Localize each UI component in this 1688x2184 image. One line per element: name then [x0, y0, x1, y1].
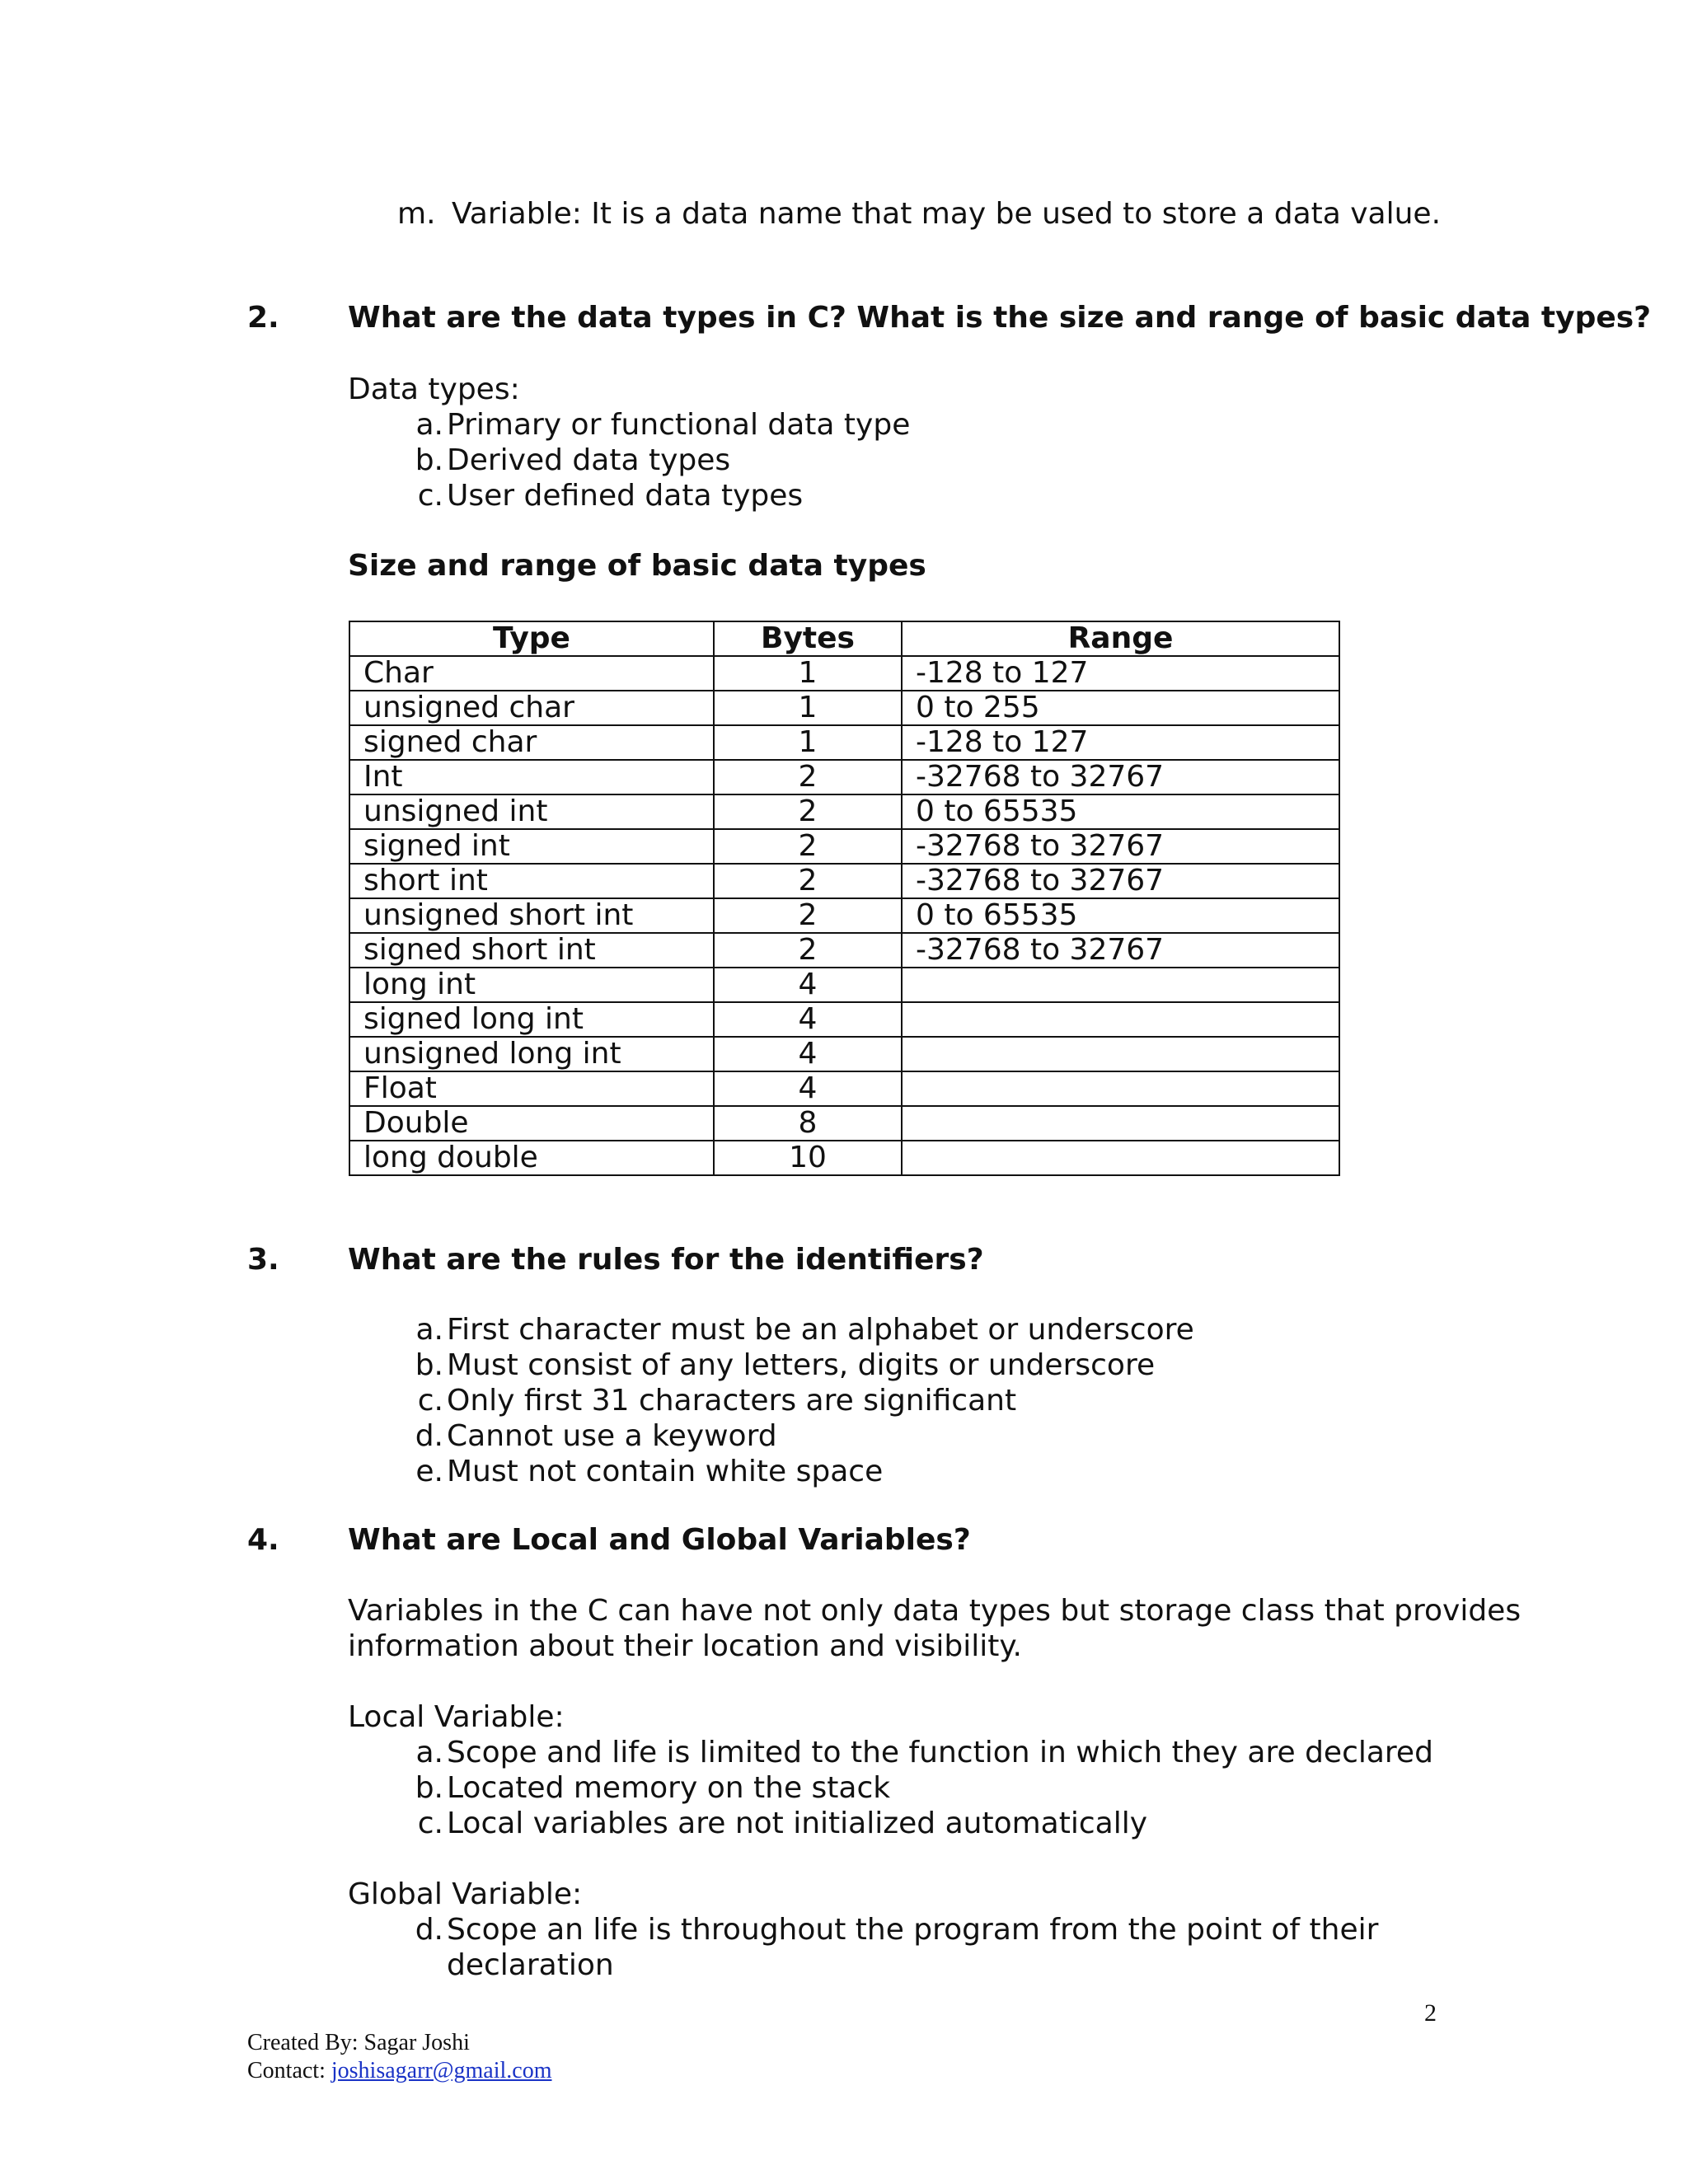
list-item-text: Primary or functional data type — [447, 408, 911, 442]
cell-range — [902, 1037, 1339, 1071]
cell-bytes: 2 — [714, 760, 902, 794]
list-item — [348, 407, 910, 443]
list-item-continuation — [348, 1947, 1378, 1983]
question-3-heading: What are the rules for the identifiers? — [348, 1243, 984, 1277]
list-item — [348, 1312, 1194, 1347]
list-item-text: First character must be an alphabet or underscore — [447, 1313, 1194, 1347]
footer-created-by: Created By: Sagar Joshi — [247, 2030, 470, 2055]
data-types-list — [348, 407, 910, 513]
table-row — [349, 1002, 1339, 1037]
cell-range: 0 to 65535 — [902, 898, 1339, 933]
table-row — [349, 864, 1339, 898]
list-marker: c. — [417, 1807, 443, 1840]
cell-type: signed long int — [349, 1002, 714, 1037]
cell-type: unsigned short int — [349, 898, 714, 933]
list-item-text: Scope an life is throughout the program from the point of their — [447, 1913, 1379, 1947]
cell-range: -128 to 127 — [902, 725, 1339, 760]
list-marker: a. — [415, 1736, 443, 1769]
list-marker: e. — [415, 1455, 443, 1488]
footer-contact-label: Contact: — [247, 2058, 331, 2083]
table-body — [349, 656, 1339, 1175]
list-marker: m. — [397, 197, 436, 231]
cell-bytes: 1 — [714, 656, 902, 691]
list-marker: d. — [415, 1419, 443, 1453]
list-item — [348, 1383, 1194, 1418]
table-row — [349, 794, 1339, 829]
contact-email-link[interactable]: joshisagarr@gmail.com — [331, 2058, 552, 2083]
cell-type: Char — [349, 656, 714, 691]
page-number: 2 — [1424, 1999, 1437, 2027]
table-row — [349, 933, 1339, 968]
cell-bytes: 2 — [714, 933, 902, 968]
cell-range — [902, 968, 1339, 1002]
list-item-text: Derived data types — [447, 443, 731, 477]
local-variable-list — [348, 1735, 1433, 1841]
list-item — [348, 478, 910, 513]
table-row — [349, 1037, 1339, 1071]
cell-range: 0 to 255 — [902, 691, 1339, 725]
list-item-text: Scope and life is limited to the function in which they are declared — [447, 1736, 1433, 1769]
table-row — [349, 829, 1339, 864]
list-marker: b. — [415, 443, 443, 477]
table-row — [349, 691, 1339, 725]
question-4-heading: What are Local and Global Variables? — [348, 1523, 971, 1557]
cell-type: Int — [349, 760, 714, 794]
list-item-m — [397, 196, 1441, 232]
cell-type: long int — [349, 968, 714, 1002]
cell-range: -32768 to 32767 — [902, 864, 1339, 898]
data-types-intro: Data types: — [348, 373, 520, 406]
list-marker: a. — [415, 1313, 443, 1347]
list-item-text: Must not contain white space — [447, 1455, 884, 1488]
table-row — [349, 898, 1339, 933]
data-types-table — [349, 621, 1340, 1176]
cell-bytes: 2 — [714, 829, 902, 864]
identifier-rules-list — [348, 1312, 1194, 1489]
cell-type: long double — [349, 1141, 714, 1175]
column-header-type: Type — [349, 621, 714, 656]
cell-type: signed short int — [349, 933, 714, 968]
cell-type: short int — [349, 864, 714, 898]
table-row — [349, 1071, 1339, 1106]
cell-bytes: 4 — [714, 968, 902, 1002]
list-item-text: User defined data types — [447, 479, 804, 513]
list-item-text: declaration — [447, 1948, 614, 1982]
cell-type: unsigned int — [349, 794, 714, 829]
list-item — [348, 1912, 1378, 1947]
list-marker: d. — [415, 1913, 443, 1947]
list-item — [348, 1347, 1194, 1383]
cell-type: unsigned long int — [349, 1037, 714, 1071]
list-item — [348, 1806, 1433, 1841]
cell-range: 0 to 65535 — [902, 794, 1339, 829]
list-marker: a. — [415, 408, 443, 442]
cell-type: Float — [349, 1071, 714, 1106]
list-item-text: Cannot use a keyword — [447, 1419, 777, 1453]
cell-bytes: 2 — [714, 864, 902, 898]
cell-bytes: 4 — [714, 1037, 902, 1071]
cell-bytes: 2 — [714, 898, 902, 933]
table-row — [349, 656, 1339, 691]
list-item-text: Located memory on the stack — [447, 1771, 891, 1805]
footer-contact — [247, 2057, 552, 2085]
table-row — [349, 760, 1339, 794]
cell-bytes: 4 — [714, 1002, 902, 1037]
list-item-text: Variable: It is a data name that may be used to store a data value. — [451, 197, 1442, 231]
list-item — [348, 1418, 1194, 1454]
cell-type: unsigned char — [349, 691, 714, 725]
list-marker: c. — [417, 1384, 443, 1418]
table-heading: Size and range of basic data types — [348, 549, 926, 583]
cell-range: -32768 to 32767 — [902, 829, 1339, 864]
table-row — [349, 1106, 1339, 1141]
cell-bytes: 8 — [714, 1106, 902, 1141]
global-variable-heading: Global Variable: — [348, 1877, 583, 1911]
cell-range: -32768 to 32767 — [902, 760, 1339, 794]
paragraph-line-1: Variables in the C can have not only data types but storage class that provides — [348, 1594, 1522, 1628]
question-number-3: 3. — [247, 1243, 279, 1277]
table-header-row — [349, 621, 1339, 656]
cell-range — [902, 1071, 1339, 1106]
list-marker: b. — [415, 1348, 443, 1382]
cell-range: -32768 to 32767 — [902, 933, 1339, 968]
list-item — [348, 1454, 1194, 1489]
cell-range — [902, 1106, 1339, 1141]
list-item-text: Local variables are not initialized automatically — [447, 1807, 1148, 1840]
cell-bytes: 2 — [714, 794, 902, 829]
list-marker: b. — [415, 1771, 443, 1805]
cell-type: signed int — [349, 829, 714, 864]
list-item-text: Only first 31 characters are significant — [447, 1384, 1017, 1418]
table-row — [349, 725, 1339, 760]
list-item-text: Must consist of any letters, digits or underscore — [447, 1348, 1156, 1382]
list-item — [348, 1735, 1433, 1770]
cell-type: Double — [349, 1106, 714, 1141]
list-item — [348, 443, 910, 478]
table-row — [349, 968, 1339, 1002]
column-header-bytes: Bytes — [714, 621, 902, 656]
paragraph-line-2: information about their location and visibility. — [348, 1629, 1022, 1663]
cell-range — [902, 1141, 1339, 1175]
table-row — [349, 1141, 1339, 1175]
question-2-heading: What are the data types in C? What is the size and range of basic data types? — [348, 301, 1652, 335]
cell-range — [902, 1002, 1339, 1037]
list-marker: c. — [417, 479, 443, 513]
cell-bytes: 1 — [714, 691, 902, 725]
cell-bytes: 10 — [714, 1141, 902, 1175]
global-variable-list — [348, 1912, 1378, 1983]
list-item — [348, 1770, 1433, 1806]
question-number-4: 4. — [247, 1523, 279, 1557]
cell-bytes: 4 — [714, 1071, 902, 1106]
question-number-2: 2. — [247, 301, 279, 335]
cell-type: signed char — [349, 725, 714, 760]
column-header-range: Range — [902, 621, 1339, 656]
cell-bytes: 1 — [714, 725, 902, 760]
local-variable-heading: Local Variable: — [348, 1700, 565, 1734]
cell-range: -128 to 127 — [902, 656, 1339, 691]
